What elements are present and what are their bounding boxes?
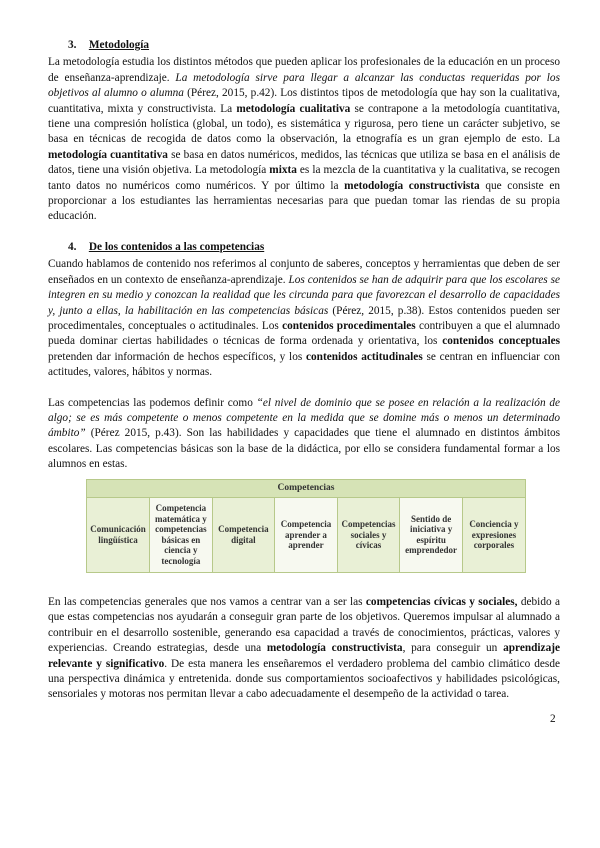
text-run: (Pérez 2015, p.43). Son las habilidades y capacidades que tiene el alumnado en distintos ámbitos escolares. Las competencias básicas son la base de la didáctica, por ello se considera fundamental formar a los alumnos en estas. — [48, 427, 560, 471]
italic-quote: “el nivel de dominio que se posee en relación a la realización de algo; se es más competente o menos competente en la medida que se domine más o menos un determinado ámbito” — [48, 396, 560, 440]
competencias-table-header: Competencias — [87, 480, 525, 498]
bold-term: metodología constructivista — [344, 179, 480, 192]
text-run: , para conseguir un — [402, 642, 504, 655]
section-4-paragraph-conclusion — [48, 595, 560, 703]
text-run: (Pérez, 2015, p.38). Estos contenidos pueden ser procedimentales, conceptuales o actitudinales. Los — [48, 304, 560, 332]
italic-quote: La metodología sirve para llegar a alcanzar las conductas requeridas por los objetivos al alumno o alumna — [48, 71, 560, 100]
italic-quote: Los contenidos se han de adquirir para que los escolares se integren en su medio y conozcan la realidad que les circunda para que favorezcan el desarrollo de capacidades y, junto a ellas, la habilitación en las competencias básicas — [48, 273, 560, 317]
competencia-cell: Comunicación lingüística — [87, 497, 150, 572]
section-4-paragraph-competencias — [48, 396, 560, 473]
bold-term: contenidos conceptuales — [442, 335, 560, 348]
section-3-number: 3. — [68, 39, 77, 51]
competencia-cell: Competencia digital — [212, 497, 275, 572]
bold-term: metodología cuantitativa — [48, 148, 168, 161]
section-4-heading — [68, 240, 560, 255]
section-4-title: De los contenidos a las competencias — [88, 240, 265, 253]
text-run: pretenden dar información de hechos específicos, y los — [48, 350, 306, 363]
text-run: contribuyen a que el alumnado pueda dominar ciertas habilidades o técnicas de forma ordenada y orientativa, los — [48, 319, 561, 348]
page-content — [48, 38, 560, 703]
text-run: En las competencias generales que nos vamos a centrar van a ser las — [48, 595, 366, 608]
competencias-table — [86, 479, 526, 573]
text-run: Las competencias las podemos definir como — [48, 396, 257, 409]
bold-term: contenidos procedimentales — [282, 319, 416, 332]
competencia-cell: Competencia aprender a aprender — [275, 497, 338, 572]
text-run: se contrapone a la metodología cuantitativa, tiene una compresión holística (global, un todo), es sistemática y rigurosa, pero tiene un carácter subjetivo, se basa en técnicas de recogida de datos como la observación, la etnografía es un gran ejemplo de esto. La — [48, 102, 560, 146]
text-run: se basa en datos numéricos, medidos, las técnicas que utiliza se basa en el análisis de datos, tiene una visión objetiva. La metodología — [48, 148, 560, 177]
bold-term: metodología cualitativa — [236, 102, 351, 115]
section-3-paragraph — [48, 55, 560, 224]
competencia-cell: Competencias sociales y cívicas — [337, 497, 400, 572]
text-run: . De esta manera les enseñaremos el verdadero problema del cambio climático desde una perspectiva dinámica y entretenida. donde sus comportamientos socioafectivos y habilidades psicológicas, sensoriales y motoras nos permitan llevar a cabo adecuadamente el desempeño de la actividad o tarea. — [48, 657, 560, 701]
bold-term: mixta — [269, 164, 297, 177]
text-run: es la mezcla de la cuantitativa y la cualitativa, se recogen tanto datos no numéricos como numéricos. Y por último la — [48, 164, 560, 192]
section-3-title: Metodología — [88, 39, 150, 51]
text-run: debido a que estas competencias nos ayudarán a conseguir gran parte de los objetivos. Queremos impulsar al alumnado a contribuir en el desarrollo sostenible, generando esa capacidad a través de conocimientos, prácticas, valores y experiencias. Creando estrategias, desde una — [48, 595, 560, 655]
section-3-heading — [68, 38, 560, 53]
bold-term: competencias cívicas y sociales, — [365, 595, 518, 608]
text-run: (Pérez, 2015, p.42). Los distintos tipos de metodología que hay son la cualitativa, cuantitativa, mixta y constructivista. La — [48, 87, 560, 115]
section-4-paragraph-contenidos — [48, 257, 560, 380]
competencia-cell: Competencia matemática y competencias básicas en ciencia y tecnología — [150, 497, 213, 572]
bold-term: metodología constructivista — [266, 642, 403, 655]
text-run: Cuando hablamos de contenido nos referimos al conjunto de saberes, conceptos y herramientas que deben de ser enseñados en un contexto de enseñanza-aprendizaje. — [48, 258, 560, 286]
competencia-cell: Sentido de iniciativa y espíritu emprendedor — [400, 497, 463, 572]
text-run: se centran en influenciar con actitudes, valores, hábitos y normas. — [48, 350, 560, 379]
competencia-cell: Conciencia y expresiones corporales — [462, 497, 525, 572]
section-4-number: 4. — [68, 240, 77, 253]
text-run: La metodología estudia los distintos métodos que pueden aplicar los profesionales de la educación en un proceso de enseñanza-aprendizaje. — [48, 56, 560, 84]
bold-term: contenidos actitudinales — [306, 350, 423, 363]
bold-term: aprendizaje relevante y significativo — [48, 642, 560, 670]
page-number: 2 — [550, 713, 556, 725]
text-run: que consiste en proporcionar a los estudiantes las herramientas necesarias para que puedan tomar las riendas de su propia educación. — [48, 179, 560, 223]
